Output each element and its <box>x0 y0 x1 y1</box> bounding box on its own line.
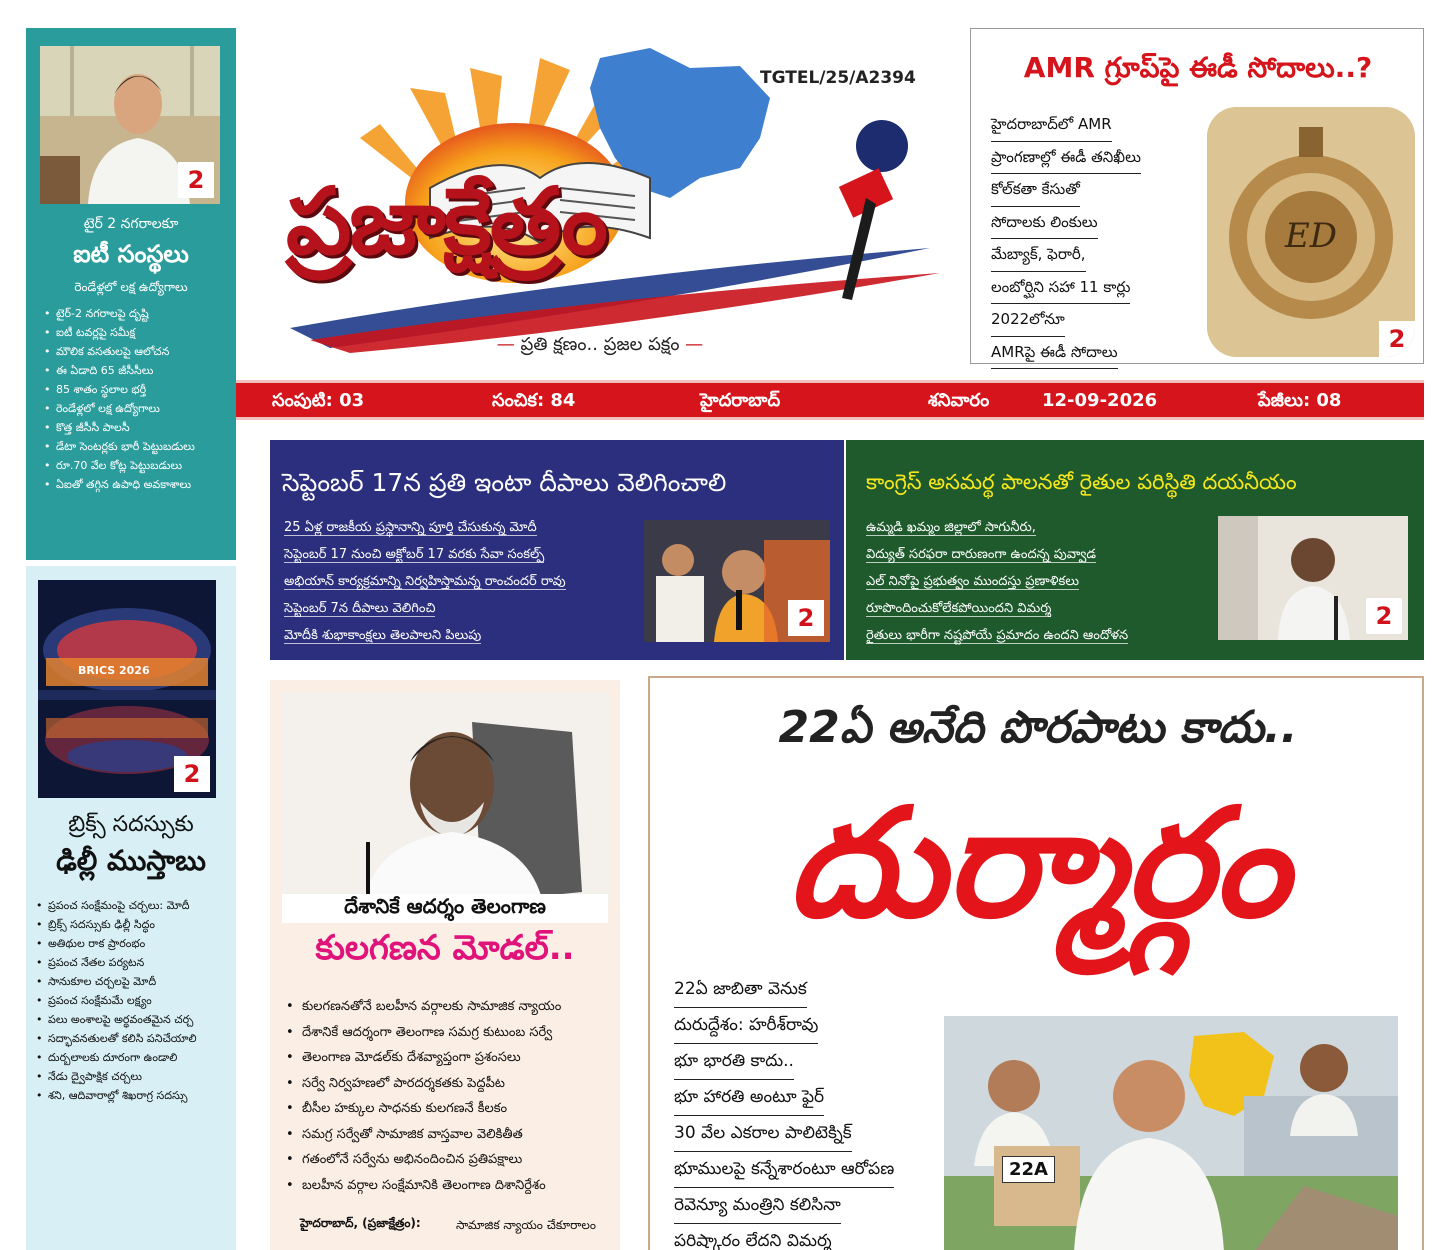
bhatti-illustration <box>282 692 610 908</box>
page-ref-badge[interactable]: 2 <box>174 756 210 792</box>
collage-illustration <box>944 1016 1398 1250</box>
story-line: 25 ఏళ్ల రాజకీయ ప్రస్థానాన్ని పూర్తి చేసుకున్న మోదీ <box>284 520 537 535</box>
list-item: • సద్భావనతులతో కలిసి పనిచేయాలి <box>34 1031 232 1046</box>
story-line: సెప్టెంబర్ 7న దీపాలు వెలిగించి <box>284 601 436 616</box>
puvvada-photo[interactable] <box>1218 516 1408 640</box>
issue-label: సంచిక: 84 <box>492 390 576 411</box>
story-line: మోదీకి శుభాకాంక్షలు తెలపాలని పిలుపు <box>284 628 482 643</box>
list-item: • బ్రిక్స్ సదస్సుకు ఢిల్లీ సిద్ధం <box>34 917 232 932</box>
story-line: భూ హారతి అంటూ ఫైర్ <box>674 1080 824 1116</box>
story-line: భూ భారతి కాదు.. <box>674 1044 794 1080</box>
amr-line: హైదరాబాద్‌లో AMR <box>991 109 1112 142</box>
story-line: భూములపై కన్నేశారంటూ ఆరోపణ <box>674 1152 894 1188</box>
story-line: 30 వేల ఎకరాల పాలిటెక్నిక్ <box>674 1116 852 1152</box>
amr-line: మేబ్యాక్, ఫెరారీ, <box>991 239 1086 272</box>
pages-label: పేజీలు: 08 <box>1258 390 1342 411</box>
list-item: • ప్రపంచ నేతల పర్యటన <box>34 955 232 970</box>
list-item: • రూ.70 వేల కోట్ల పెట్టుబడులు <box>42 458 232 473</box>
page-ref-badge[interactable]: 2 <box>1379 321 1415 357</box>
masthead <box>270 28 940 368</box>
puvvada-farmers-story <box>846 440 1424 660</box>
issue-info-bar <box>236 380 1424 420</box>
amr-line: 2022లోనూ <box>991 304 1065 337</box>
brics-venue-photo[interactable] <box>38 580 216 798</box>
list-item: • బలహీన వర్గాల సంక్షేమానికి తెలంగాణ దిశానిర్దేశం <box>284 1173 561 1199</box>
bhatti-kicker: దేశానికే ఆదర్శం తెలంగాణ <box>282 894 608 923</box>
newspaper-title: ప్రజాక్షేత్రం <box>286 168 606 275</box>
tagline: — ప్రతి క్షణం.. ప్రజల పక్షం — <box>496 334 704 355</box>
blue-headline[interactable]: సెప్టెంబర్ 17న ప్రతి ఇంటా దీపాలు వెలిగించాలి <box>282 468 727 497</box>
caste-census-bullets <box>284 994 561 1198</box>
list-item: • పలు అంశాలపై అర్థవంతమైన చర్చ <box>34 1012 232 1027</box>
ed-emblem-photo[interactable] <box>1207 107 1415 357</box>
story-line: ఎల్ నినోపై ప్రభుత్వం ముందస్తు ప్రణాళికలు <box>866 574 1080 589</box>
main-lines <box>674 972 894 1250</box>
left-column-brics-story <box>26 566 236 1250</box>
amr-headline[interactable]: AMR గ్రూప్‌పై ఈడీ సోదాలు..? <box>1023 51 1373 84</box>
brics-headline: ఢిల్లీ ముస్తాబు <box>56 844 206 877</box>
list-item: • ప్రపంచ సంక్షేమంపై చర్చలు: మోదీ <box>34 898 232 913</box>
list-item: • కొత్త జీసీసీ పాలసీ <box>42 420 232 435</box>
story-line: పరిష్కారం లేదని విమర్శ <box>674 1224 832 1250</box>
svg-text:ED: ED <box>1284 216 1338 256</box>
minister-photo[interactable] <box>40 46 220 204</box>
ramchander-rao-photo[interactable] <box>644 520 830 642</box>
list-item: • నేడు ద్వైపాక్షిక చర్చలు <box>34 1069 232 1084</box>
green-headline[interactable]: కాంగ్రెస్ అసమర్థ పాలనతో రైతుల పరిస్థితి దయనీయం <box>866 470 1297 494</box>
list-item: • టైర్-2 నగరాలపై దృష్టి <box>42 306 232 321</box>
volume-label: సంపుటి: 03 <box>272 390 365 411</box>
amr-line: సోదాలకు లింకులు <box>991 207 1098 240</box>
harish-rao-22a-story <box>648 676 1424 1250</box>
list-item: • ఐటీ టవర్లపై సమీక్ష <box>42 325 232 340</box>
story-line: సెప్టెంబర్ 17 నుంచి అక్టోబర్ 17 వరకు సేవా సంకల్ప్ <box>284 547 545 562</box>
list-item: • డేటా సెంటర్లకు భారీ పెట్టుబడులు <box>42 439 232 454</box>
it-kicker: టైర్ 2 నగరాలకూ <box>83 216 179 232</box>
list-item: • 85 శాతం స్థలాల భర్తీ <box>42 382 232 397</box>
list-item: • ఈ ఏడాది 65 జీసీసీలు <box>42 363 232 378</box>
blue-lines <box>284 514 566 649</box>
harish-rao-collage[interactable] <box>944 1016 1398 1250</box>
page-ref-badge[interactable]: 2 <box>788 600 824 636</box>
brics-kicker: బ్రిక్స్ సదస్సుకు <box>68 812 194 837</box>
bhatti-headline[interactable]: కులగణన మోడల్.. <box>315 928 575 968</box>
list-item: • సానుకూల చర్చలపై మోదీ <box>34 974 232 989</box>
list-item: • ఏఐతో తగ్గిన ఉపాధి అవకాశాలు <box>42 477 232 492</box>
modi-birthday-story <box>270 440 844 660</box>
bhatti-photo[interactable] <box>282 692 610 908</box>
file-label: 22A <box>1002 1156 1055 1183</box>
amr-lines <box>991 109 1141 369</box>
microphone-icon <box>839 120 908 300</box>
amr-story <box>970 28 1424 364</box>
brics-sign: BRICS 2026 <box>78 664 150 677</box>
it-subhead: రెండేళ్లలో లక్ష ఉద్యోగాలు <box>74 280 188 294</box>
day-label: శనివారం <box>928 390 990 411</box>
story-line: రెవెన్యూ మంత్రిని కలిసినా <box>674 1188 841 1224</box>
page-ref-badge[interactable]: 2 <box>1366 598 1402 634</box>
dateline: హైదరాబాద్, (ప్రజాక్షేత్రం): <box>300 1216 421 1230</box>
list-item: • అతిథుల రాక ప్రారంభం <box>34 936 232 951</box>
city-label: హైదరాబాద్ <box>700 390 781 411</box>
story-line: ఉమ్మడి ఖమ్మం జిల్లాలో సాగునీరు, <box>866 520 1036 535</box>
list-item: • గతంలోనే సర్వేను అభినందించిన ప్రతిపక్షాలు <box>284 1147 561 1173</box>
amr-line: లంబోర్ఘిని సహా 11 కార్లు <box>991 272 1130 305</box>
it-bullet-list <box>42 306 232 496</box>
list-item: • సమగ్ర సర్వేతో సామాజిక వాస్తవాల వెలికితీత <box>284 1122 561 1148</box>
list-item: • దేశానికే ఆదర్శంగా తెలంగాణ సమగ్ర కుటుంబ సర్వే <box>284 1020 561 1046</box>
list-item: • సర్వే నిర్వహణలో పారదర్శకతకు పెద్దపీట <box>284 1071 561 1097</box>
story-line: 22ఏ జాబితా వెనుక <box>674 972 807 1008</box>
amr-line: కోల్‌కతా కేసుతో <box>991 174 1080 207</box>
story-line: రూపొందించుకోలేకపోయిందని విమర్శ <box>866 601 1052 616</box>
story-line: అభియాన్ కార్యక్రమాన్ని నిర్వహిస్తామన్న రాంచందర్ రావు <box>284 574 566 589</box>
body-text-start: సామాజిక న్యాయం చేకూరాలం <box>456 1218 596 1232</box>
story-line: దురుద్దేశం: హరీశ్‌రావు <box>674 1008 818 1044</box>
list-item: • శని, ఆదివారాల్లో శిఖరాగ్ర సదస్సు <box>34 1088 232 1103</box>
list-item: • మౌలిక వసతులపై ఆలోచన <box>42 344 232 359</box>
green-lines <box>866 514 1128 649</box>
left-column-it-story <box>26 28 236 560</box>
amr-line: ప్రాంగణాల్లో ఈడీ తనిఖీలు <box>991 142 1141 175</box>
list-item: • కులగణనతోనే బలహీన వర్గాలకు సామాజిక న్యాయం <box>284 994 561 1020</box>
main-headline[interactable]: దుర్మార్గం <box>787 777 1289 951</box>
list-item: • రెండేళ్లలో లక్ష ఉద్యోగాలు <box>42 401 232 416</box>
it-headline: ఐటీ సంస్థలు <box>73 240 189 268</box>
ed-emblem-icon <box>1207 107 1415 357</box>
list-item: • బీసీల హక్కుల సాధనకు కులగణనే కీలకం <box>284 1096 561 1122</box>
registration-number: TGTEL/25/A2394 <box>760 68 916 88</box>
list-item: • తెలంగాణ మోడల్‌కు దేశవ్యాప్తంగా ప్రశంసలు <box>284 1045 561 1071</box>
list-item: • దుర్బలాలకు దూరంగా ఉండాలి <box>34 1050 232 1065</box>
story-line: రైతులు భారీగా నష్టపోయే ప్రమాదం ఉందని ఆందోళన <box>866 628 1129 643</box>
brics-bullet-list <box>34 898 232 1107</box>
story-line: విద్యుత్ సరఫరా దారుణంగా ఉందన్న పువ్వాడ <box>866 547 1096 562</box>
main-kicker: 22ఏ అనేది పొరపాటు కాదు.. <box>778 702 1298 753</box>
amr-line: AMRపై ఈడీ సోదాలు <box>991 337 1118 370</box>
tagline-text: ప్రతి క్షణం.. ప్రజల పక్షం <box>520 334 680 355</box>
date-label: 12-09-2026 <box>1042 390 1158 411</box>
list-item: • ప్రపంచ సంక్షేమమే లక్ష్యం <box>34 993 232 1008</box>
page-ref-badge[interactable]: 2 <box>178 162 214 198</box>
